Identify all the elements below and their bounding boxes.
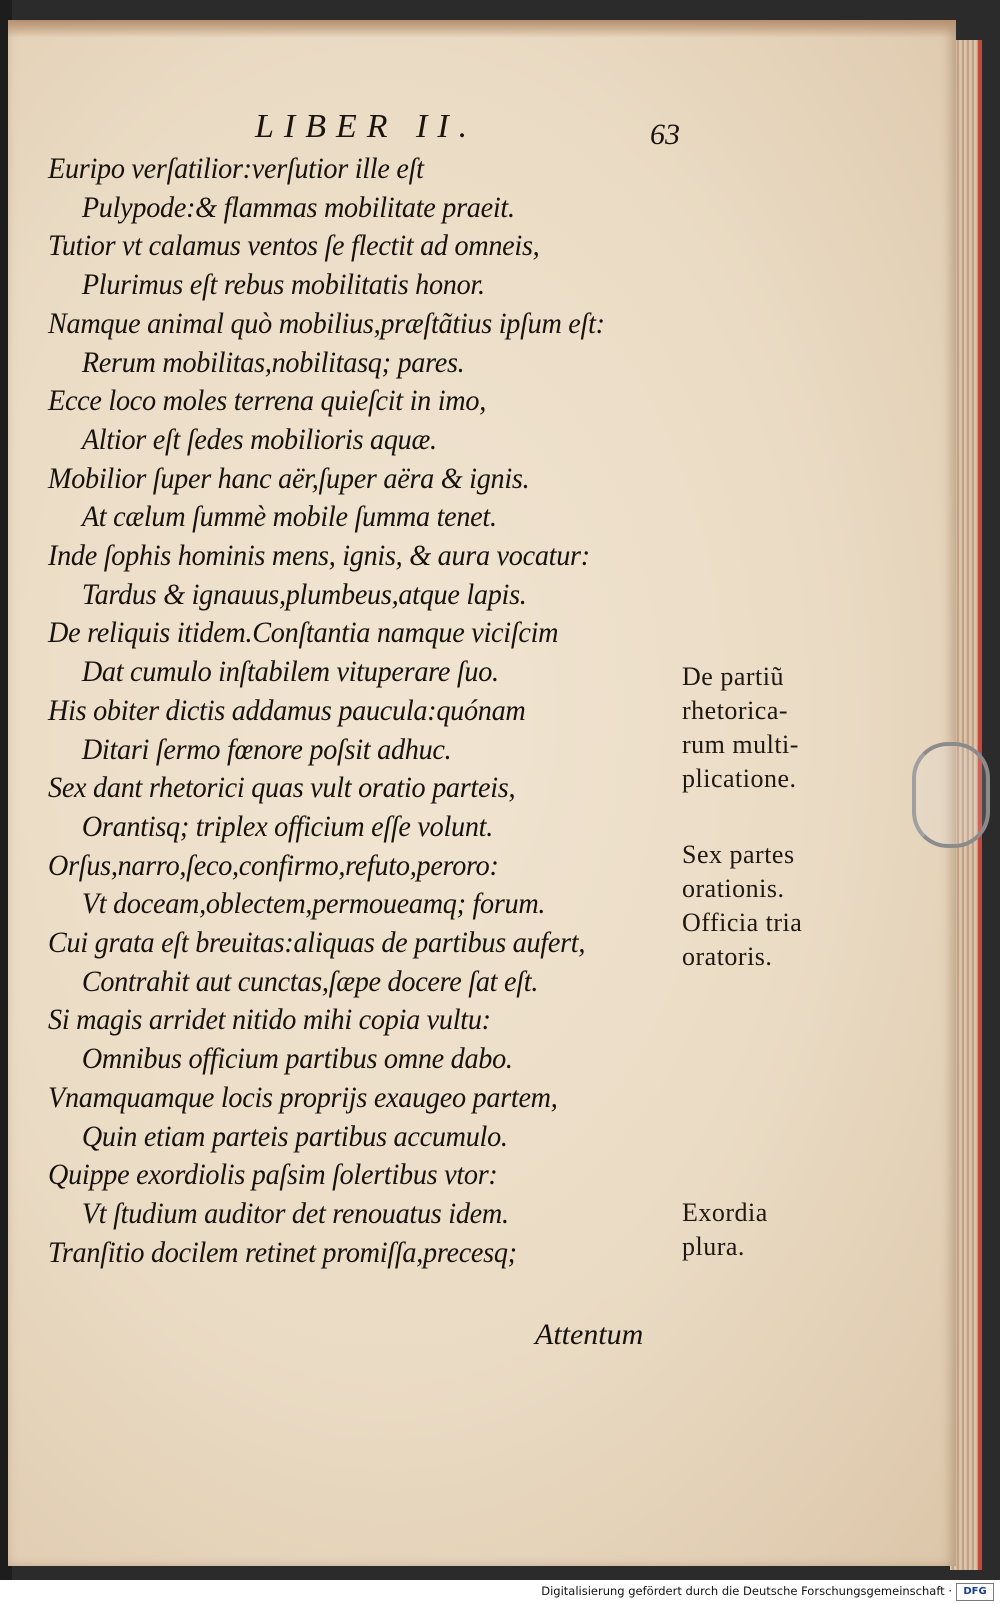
- note-line: rum multi-: [682, 730, 799, 759]
- verse-line: Pulypode:& flammas mobilitate praeit.: [81, 190, 515, 224]
- verse-line: Omnibus officium partibus omne dabo.: [81, 1042, 513, 1076]
- running-head: LIBER II.: [255, 108, 478, 145]
- note-line: De partiũ: [682, 662, 784, 691]
- marginal-note-multiplication: [682, 660, 799, 796]
- verse-line: His obiter dictis addamus paucula:quónam: [48, 693, 526, 727]
- verse-line: Mobilior ſuper hanc aër,ſuper aëra & ignis.: [48, 461, 530, 495]
- verse-line: Ditari ſermo fœnore poſsit adhuc.: [81, 732, 452, 766]
- verse-line: Vnamquamque locis proprijs exaugeo partem,: [48, 1080, 558, 1114]
- note-line: plicatione.: [682, 764, 797, 793]
- note-line: oratoris.: [682, 942, 773, 971]
- verse-line: Sex dant rhetorici quas vult oratio parteis,: [48, 771, 516, 805]
- funding-credit: Digitalisierung gefördert durch die Deutsche Forschungsgemeinschaft ·: [541, 1584, 952, 1598]
- verse-line: Contrahit aut cunctas,ſæpe docere ſat eſt.: [81, 964, 539, 998]
- verse-text: [48, 150, 698, 1272]
- verse-line: Altior eſt ſedes mobilioris aquæ.: [81, 422, 437, 456]
- page-clip: [912, 742, 990, 848]
- verse-line: Quippe exordiolis paſsim ſolertibus vtor:: [48, 1158, 498, 1192]
- note-line: plura.: [682, 1232, 745, 1261]
- catchword: Attentum: [535, 1318, 644, 1351]
- marginal-note-officia: [682, 906, 802, 974]
- marginal-note-six-parts: [682, 838, 795, 906]
- verse-line: Orantisq; triplex officium eſſe volunt.: [81, 809, 494, 843]
- verse-line: Vt ſtudium auditor det renouatus idem.: [81, 1196, 509, 1230]
- note-line: Exordia: [682, 1198, 768, 1227]
- verse-line: Quin etiam parteis partibus accumulo.: [81, 1119, 508, 1153]
- verse-line: Orſus,narro,ſeco,confirmo,refuto,peroro:: [48, 848, 499, 882]
- verse-line: Tranſitio docilem retinet promiſſa,precesq;: [48, 1235, 517, 1269]
- verse-line: De reliquis itidem.Conſtantia namque viciſcim: [48, 616, 559, 650]
- verse-line: Cui grata eſt breuitas:aliquas de partibus aufert,: [48, 926, 586, 960]
- verse-line: Dat cumulo inſtabilem vituperare ſuo.: [81, 655, 499, 689]
- verse-line: Namque animal quò mobilius,præſtãtius ipſum eſt:: [48, 306, 605, 340]
- verse-line: Inde ſophis hominis mens, ignis, & aura vocatur:: [48, 539, 590, 573]
- verse-line: Tardus & ignauus,plumbeus,atque lapis.: [81, 577, 527, 611]
- note-line: rhetorica-: [682, 696, 789, 725]
- page-number: 63: [650, 118, 680, 151]
- marginal-note-exordia: [682, 1196, 768, 1264]
- dfg-logo-icon: DFG: [956, 1583, 994, 1601]
- verse-line: At cælum ſummè mobile ſumma tenet.: [81, 500, 497, 534]
- note-line: Sex partes: [682, 840, 795, 869]
- verse-line: Plurimus eſt rebus mobilitatis honor.: [81, 268, 485, 302]
- verse-line: Euripo verſatilior:verſutior ille eſt: [48, 152, 424, 185]
- note-line: Officia tria: [682, 908, 803, 937]
- verse-line: Rerum mobilitas,nobilitasq; pares.: [81, 345, 465, 379]
- verse-line: Vt doceam,oblectem,permoueamq; forum.: [81, 887, 546, 921]
- note-line: orationis.: [682, 874, 785, 903]
- verse-line: Tutior vt calamus ventos ſe flectit ad omneis,: [48, 229, 540, 263]
- verse-line: Si magis arridet nitido mihi copia vultu:: [48, 1003, 491, 1037]
- verse-line: Ecce loco moles terrena quieſcit in imo,: [48, 384, 486, 418]
